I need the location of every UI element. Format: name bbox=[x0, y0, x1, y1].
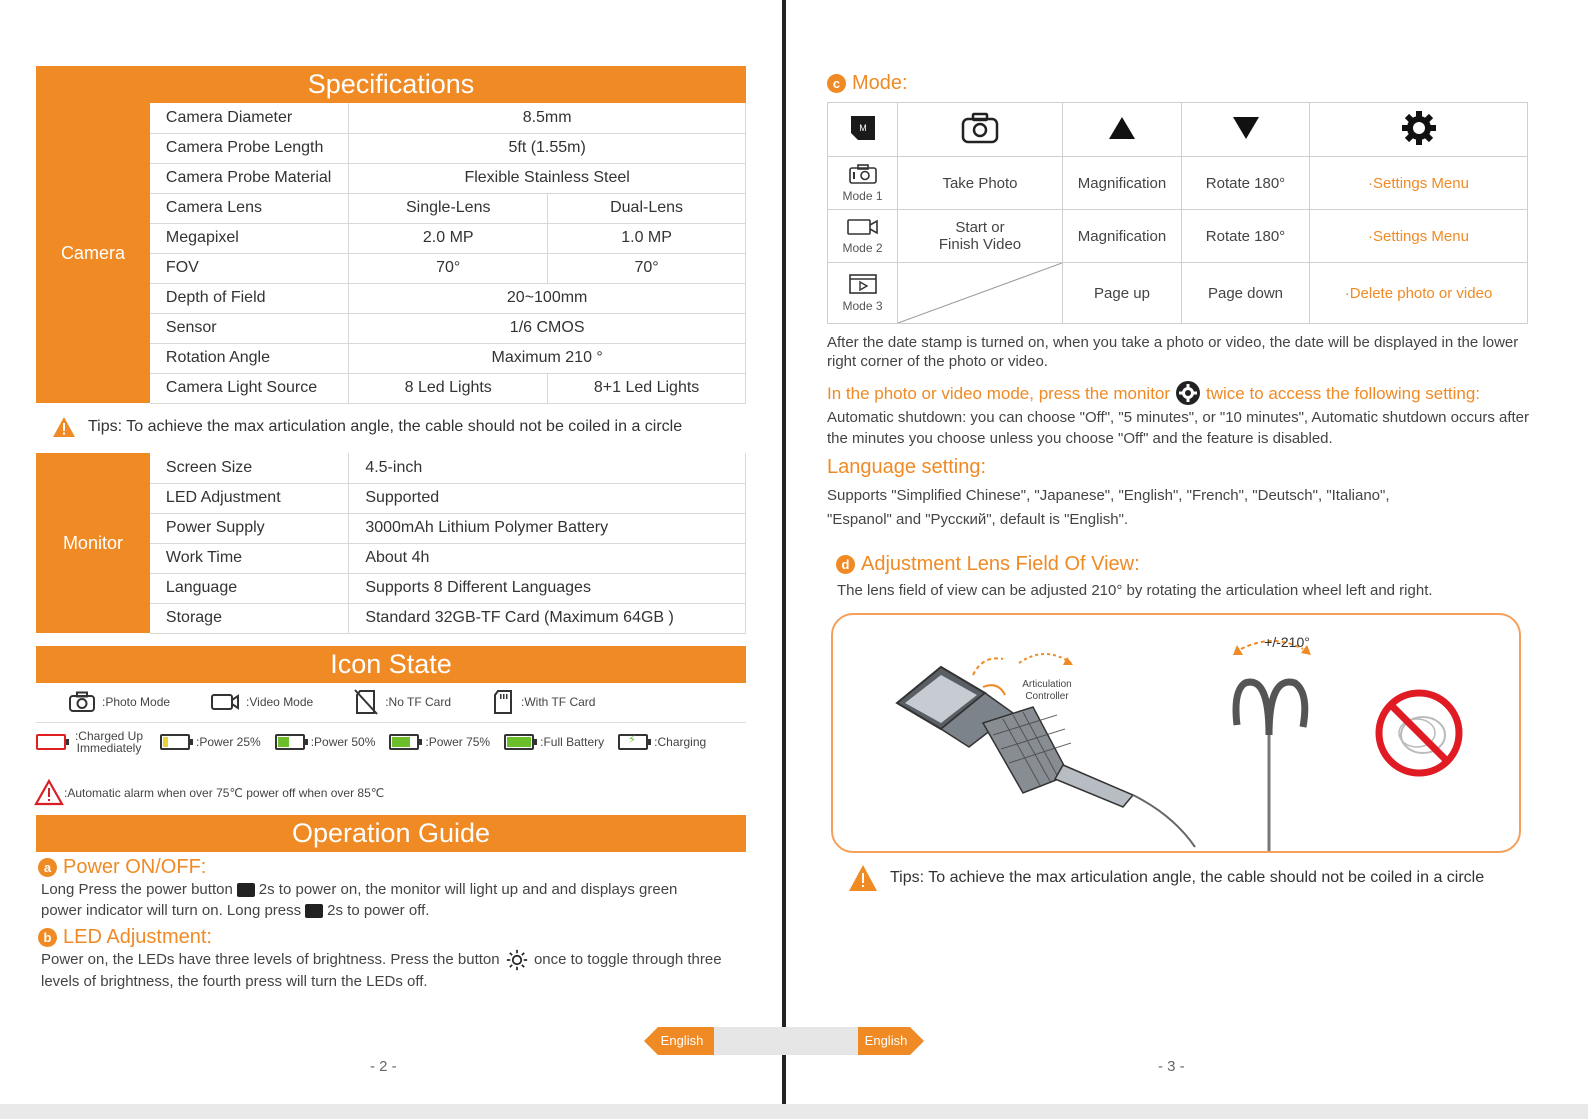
mode-title: Mode: bbox=[852, 72, 908, 94]
battery-state-label: :Full Battery bbox=[540, 735, 605, 749]
spec-key: Camera Probe Length bbox=[150, 133, 349, 163]
triangle-down-icon bbox=[1231, 115, 1261, 141]
photo-mode-label: :Photo Mode bbox=[102, 695, 171, 709]
battery-level-fill bbox=[163, 737, 168, 747]
spec-key: Language bbox=[150, 573, 349, 603]
page-spine bbox=[782, 0, 786, 1119]
mode-2-label: Mode 2 bbox=[842, 241, 883, 255]
spec-key: Camera Diameter bbox=[150, 103, 349, 133]
monitor-section-label: Monitor bbox=[36, 453, 150, 633]
tips-right-text: Tips: To achieve the max articulation angle, the cable should not be coiled in a circle bbox=[890, 869, 1485, 886]
icon-row-battery bbox=[36, 730, 706, 754]
spec-key: LED Adjustment bbox=[150, 483, 349, 513]
mode-1-cell bbox=[828, 157, 898, 210]
battery-state-item bbox=[504, 734, 604, 750]
sd-card-icon bbox=[491, 688, 515, 716]
alarm-warning-icon bbox=[34, 779, 64, 806]
mode-3-label: Mode 3 bbox=[842, 299, 883, 313]
icon-state-header: Icon State bbox=[36, 646, 746, 683]
mode-1-settings: ·Settings Menu bbox=[1310, 157, 1528, 210]
camera-spec-table bbox=[36, 103, 746, 404]
battery-level-fill bbox=[507, 737, 531, 747]
specifications-header: Specifications bbox=[36, 66, 746, 103]
mode-1-row bbox=[828, 157, 1528, 210]
icon-row-modes bbox=[68, 688, 595, 716]
gear-icon bbox=[1175, 380, 1201, 406]
alarm-row bbox=[34, 779, 384, 806]
camera-icon bbox=[961, 112, 999, 144]
battery-state-item bbox=[275, 734, 376, 750]
spec-value-v2: 1.0 MP bbox=[548, 223, 746, 253]
battery-state-item bbox=[618, 734, 706, 750]
tab-strip bbox=[714, 1027, 858, 1055]
triangle-up-icon bbox=[1107, 115, 1137, 141]
no-tf-card-label: :No TF Card bbox=[385, 695, 452, 709]
battery-level-fill bbox=[392, 737, 410, 747]
mode-1-down: Rotate 180° bbox=[1182, 157, 1310, 210]
led-paragraph bbox=[41, 949, 761, 992]
video-camera-icon bbox=[210, 692, 240, 712]
power-badge: a bbox=[38, 858, 57, 877]
warning-icon bbox=[52, 416, 76, 438]
battery-state-label: :Power 25% bbox=[196, 735, 261, 749]
bent-probe-icon bbox=[1233, 641, 1311, 851]
spec-value-v1: Single-Lens bbox=[349, 193, 548, 223]
up-button-cell bbox=[1063, 103, 1182, 157]
no-tf-card-item bbox=[353, 688, 451, 716]
mode-1-photo: Take Photo bbox=[898, 157, 1063, 210]
power-text-1: Long Press the power button bbox=[41, 881, 233, 898]
spec-value-v2: 8+1 Led Lights bbox=[548, 373, 746, 403]
spec-value: 20~100mm bbox=[349, 283, 746, 313]
adjustment-title: Adjustment Lens Field Of View: bbox=[861, 553, 1140, 575]
led-title: LED Adjustment: bbox=[63, 926, 212, 948]
mode-3-row bbox=[828, 263, 1528, 324]
settings-button-cell bbox=[1310, 103, 1528, 157]
battery-state-item bbox=[36, 730, 146, 754]
battery-state-label: :Power 75% bbox=[425, 735, 491, 749]
spec-value: 8.5mm bbox=[349, 103, 746, 133]
spec-key: Sensor bbox=[150, 313, 349, 343]
spec-value: Maximum 210 ° bbox=[349, 343, 746, 373]
led-text-3: levels of brightness, the fourth press will turn the LEDs off. bbox=[41, 973, 428, 991]
battery-icon bbox=[160, 734, 190, 750]
monitor-spec-row bbox=[36, 453, 746, 483]
no-sd-card-icon bbox=[353, 688, 379, 716]
spec-value: Standard 32GB-TF Card (Maximum 64GB ) bbox=[349, 603, 746, 633]
mode-2-photo-line1: Start or bbox=[955, 219, 1005, 236]
language-heading bbox=[827, 456, 986, 479]
mode-button-cell bbox=[828, 103, 898, 157]
spec-value-v1: 8 Led Lights bbox=[349, 373, 548, 403]
spec-value-v2: 70° bbox=[548, 253, 746, 283]
tips-right bbox=[848, 864, 1484, 892]
language-text-1: Supports "Simplified Chinese", "Japanese", "English", "French", "Deutsch", "Italiano", bbox=[827, 487, 1390, 504]
language-text-2: "Espanol" and "Русский", default is "English". bbox=[827, 511, 1129, 528]
playback-icon bbox=[848, 273, 878, 295]
spec-key: Storage bbox=[150, 603, 349, 633]
svg-text:M: M bbox=[858, 122, 867, 133]
icon-row-divider bbox=[36, 722, 746, 723]
articulation-illustration bbox=[833, 615, 1519, 851]
led-badge: b bbox=[38, 928, 57, 947]
led-text-2: once to toggle through three bbox=[533, 951, 722, 968]
spec-value: 1/6 CMOS bbox=[349, 313, 746, 343]
led-text-1: Power on, the LEDs have three levels of brightness. Press the button bbox=[41, 951, 500, 968]
battery-level-fill bbox=[278, 737, 289, 747]
spec-key: Power Supply bbox=[150, 513, 349, 543]
video-small-icon bbox=[846, 217, 880, 237]
date-paragraph: After the date stamp is turned on, when you take a photo or video, the date will be displayed in the lower right corner of the photo or video. bbox=[827, 334, 1519, 370]
spec-value: Flexible Stainless Steel bbox=[349, 163, 746, 193]
operation-guide-header: Operation Guide bbox=[36, 815, 746, 852]
no-coil-icon bbox=[1379, 693, 1459, 773]
monitor-spec-table bbox=[36, 453, 746, 634]
power-paragraph bbox=[41, 879, 761, 921]
tips-left bbox=[52, 416, 682, 438]
articulation-diagram bbox=[831, 613, 1521, 853]
setting-instruction bbox=[827, 380, 1557, 406]
battery-state-item bbox=[389, 734, 490, 750]
language-paragraph bbox=[827, 484, 1537, 532]
photo-mode-item bbox=[68, 691, 170, 713]
battery-icon bbox=[504, 734, 534, 750]
mode-2-cell bbox=[828, 210, 898, 263]
page-number-left: - 2 - bbox=[370, 1058, 397, 1075]
gear-icon bbox=[1400, 109, 1438, 147]
photo-button-cell bbox=[898, 103, 1063, 157]
empty-cell-slash bbox=[898, 263, 1062, 323]
with-tf-card-label: :With TF Card bbox=[521, 695, 596, 709]
camera-spec-row bbox=[36, 103, 746, 133]
mode-3-empty bbox=[898, 263, 1063, 324]
power-title: Power ON/OFF: bbox=[63, 856, 207, 878]
camera-small-icon bbox=[848, 163, 878, 185]
mode-2-down: Rotate 180° bbox=[1182, 210, 1310, 263]
led-heading bbox=[38, 926, 212, 949]
spec-key: Camera Lens bbox=[150, 193, 349, 223]
mode-1-up: Magnification bbox=[1063, 157, 1182, 210]
articulation-controller-label-1: Articulation bbox=[1022, 679, 1072, 690]
alarm-text: :Automatic alarm when over 75℃ power off when over 85℃ bbox=[64, 785, 385, 800]
spec-value: 5ft (1.55m) bbox=[349, 133, 746, 163]
m-button-icon bbox=[848, 113, 878, 143]
spec-value-v2: Dual-Lens bbox=[548, 193, 746, 223]
video-mode-item bbox=[210, 692, 313, 712]
adjustment-heading bbox=[836, 553, 1140, 576]
spec-value-v1: 70° bbox=[349, 253, 548, 283]
spec-key: Camera Probe Material bbox=[150, 163, 349, 193]
charging-bolt-icon: ⚡ bbox=[628, 734, 636, 746]
mode-3-settings: ·Delete photo or video bbox=[1310, 263, 1528, 324]
mode-header-row bbox=[828, 103, 1528, 157]
down-button-cell bbox=[1182, 103, 1310, 157]
spec-value: 3000mAh Lithium Polymer Battery bbox=[349, 513, 746, 543]
mode-heading bbox=[827, 72, 908, 95]
mode-3-up: Page up bbox=[1063, 263, 1182, 324]
mode-2-photo bbox=[898, 210, 1063, 263]
spec-value: 4.5-inch bbox=[349, 453, 746, 483]
camera-section-label: Camera bbox=[36, 103, 150, 403]
power-text-2: 2s to power on, the monitor will light up and and displays green bbox=[258, 881, 678, 898]
mode-2-up: Magnification bbox=[1063, 210, 1182, 263]
spec-key: Megapixel bbox=[150, 223, 349, 253]
with-tf-card-item bbox=[491, 688, 595, 716]
spec-key: Work Time bbox=[150, 543, 349, 573]
mode-table bbox=[827, 102, 1528, 324]
language-tab-right-label: English bbox=[864, 1033, 908, 1048]
mode-2-row bbox=[828, 210, 1528, 263]
spec-key: Camera Light Source bbox=[150, 373, 349, 403]
spec-value-v1: 2.0 MP bbox=[349, 223, 548, 253]
spec-key: Depth of Field bbox=[150, 283, 349, 313]
setting-instruction-a: In the photo or video mode, press the monitor bbox=[827, 383, 1171, 403]
battery-icon bbox=[275, 734, 305, 750]
battery-state-label: :Power 50% bbox=[310, 735, 376, 749]
tips-left-text: Tips: To achieve the max articulation angle, the cable should not be coiled in a circle bbox=[88, 418, 683, 435]
language-tab-left-label: English bbox=[660, 1033, 704, 1048]
spec-value: Supported bbox=[349, 483, 746, 513]
battery-state-item bbox=[160, 734, 261, 750]
video-mode-label: :Video Mode bbox=[246, 695, 314, 709]
spec-key: Rotation Angle bbox=[150, 343, 349, 373]
shutdown-paragraph: Automatic shutdown: you can choose "Off", "5 minutes", or "10 minutes", Automatic shutdown occurs after the minutes you choose unless you choose "Off" and the feature is disabled. bbox=[827, 409, 1530, 447]
setting-instruction-b: twice to access the following setting: bbox=[1206, 383, 1481, 403]
angle-label: +/-210° bbox=[1264, 634, 1310, 650]
warning-icon bbox=[848, 864, 878, 892]
spec-value: Supports 8 Different Languages bbox=[349, 573, 746, 603]
power-text-4: 2s to power off. bbox=[327, 902, 430, 919]
battery-icon bbox=[36, 734, 66, 750]
mode-3-cell bbox=[828, 263, 898, 324]
page-footer-strip bbox=[0, 1104, 1588, 1119]
spec-key: FOV bbox=[150, 253, 349, 283]
articulation-controller-label-2: Controller bbox=[1025, 691, 1069, 702]
mode-2-settings: ·Settings Menu bbox=[1310, 210, 1528, 263]
battery-icon bbox=[389, 734, 419, 750]
power-text-3: power indicator will turn on. Long press bbox=[41, 902, 302, 919]
spec-value: About 4h bbox=[349, 543, 746, 573]
spec-key: Screen Size bbox=[150, 453, 349, 483]
battery-icon bbox=[618, 734, 648, 750]
language-title: Language setting: bbox=[827, 456, 987, 478]
sun-icon bbox=[504, 949, 530, 971]
page-number-right: - 3 - bbox=[1158, 1058, 1185, 1075]
power-heading bbox=[38, 856, 206, 879]
mode-2-photo-line2: Finish Video bbox=[938, 236, 1022, 253]
adjustment-badge: d bbox=[836, 555, 855, 574]
mode-3-down: Page down bbox=[1182, 263, 1310, 324]
battery-state-label: :Charging bbox=[654, 735, 707, 749]
mode-badge: c bbox=[827, 74, 846, 93]
adjustment-paragraph: The lens field of view can be adjusted 210° by rotating the articulation wheel left and right. bbox=[837, 582, 1433, 599]
power-button-icon bbox=[305, 904, 323, 918]
camera-icon bbox=[68, 691, 96, 713]
power-button-icon bbox=[237, 883, 255, 897]
mode-1-label: Mode 1 bbox=[842, 189, 883, 203]
battery-state-label: :Charged Up Immediately bbox=[74, 729, 144, 755]
